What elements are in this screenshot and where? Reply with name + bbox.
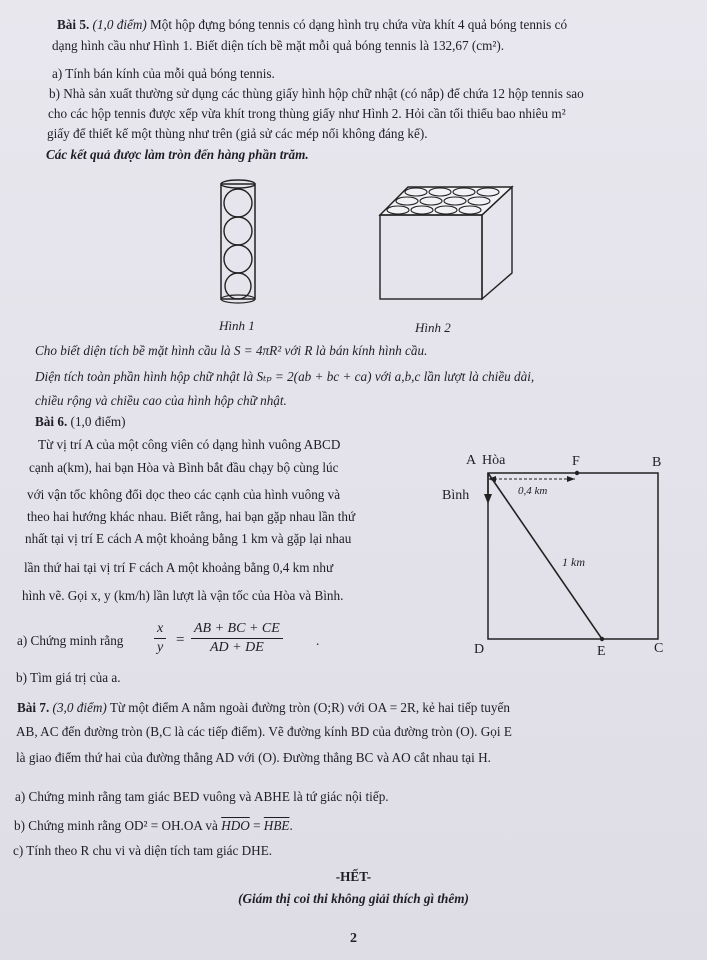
bai7-line2: AB, AC đến đường tròn (B,C là các tiếp điểm). Vẽ đường kính BD của đường tròn (O). Gọi E — [16, 724, 512, 739]
bai6-line5: nhất tại vị trí E cách A một khoảng bằng 1 km và gặp lại nhau — [25, 531, 352, 546]
page-number: 2 — [350, 931, 357, 946]
bai6-part-a-end: . — [316, 633, 320, 648]
proctor-note: (Giám thị coi thi không giải thích gì thêm) — [238, 891, 469, 906]
af-length-label: 0,4 km — [518, 485, 548, 497]
end-marker: -HẾT- — [335, 869, 372, 884]
bai7-part-b — [14, 817, 293, 835]
bai6-line7: hình vẽ. Gọi x, y (km/h) lần lượt là vận tốc của Hòa và Bình. — [22, 588, 344, 603]
bai6-heading — [35, 413, 125, 431]
figure-2-box — [378, 183, 518, 303]
binh-label: Bình — [442, 488, 470, 503]
bai7-part-a: a) Chứng minh rằng tam giác BED vuông và ABHE là tứ giác nội tiếp. — [15, 789, 389, 804]
bai6-title: Bài 6. — [35, 414, 68, 429]
bai7-part-b-text: b) Chứng minh rằng OD² = OH.OA và — [14, 818, 218, 833]
fraction-y: y — [157, 640, 164, 655]
ae-length-label: 1 km — [562, 555, 585, 569]
bai5-part-b2: cho các hộp tennis được xếp vừa khít trong thùng giấy như Hình 2. Hỏi cần tối thiểu bao nhiêu m² — [48, 106, 566, 121]
bai6-line2: cạnh a(km), hai bạn Hòa và Bình bắt đầu chạy bộ cùng lúc — [29, 460, 339, 475]
vertex-a-label: A — [466, 453, 477, 468]
vertex-c-label: C — [654, 641, 664, 656]
bai5-rounding-note: Các kết quả được làm tròn đến hàng phần trăm. — [46, 147, 309, 162]
bai5-line2: dạng hình cầu như Hình 1. Biết diện tích bề mặt mỗi quả bóng tennis là 132,67 (cm²). — [52, 38, 505, 53]
figure-1-caption: Hình 1 — [219, 318, 255, 333]
figure-square-abcd — [442, 446, 700, 661]
vertex-b-label: B — [652, 455, 662, 470]
bai6-line4: theo hai hướng khác nhau. Biết rằng, hai bạn gặp nhau lần thứ — [27, 509, 356, 524]
bai5-title: Bài 5. — [57, 17, 90, 32]
bai7-points: (3,0 điểm) — [52, 700, 107, 715]
bai6-line6: lần thứ hai tại vị trí F cách A một khoảng bằng 0,4 km như — [24, 560, 334, 575]
bai6-line3: với vận tốc không đổi dọc theo các cạnh của hình vuông và — [27, 487, 341, 502]
bai5-part-b3: giấy để thiết kế một thùng như trên (giả sử các mép nối không đáng kể). — [47, 126, 428, 141]
equals-sign: = — [176, 632, 185, 648]
angle-hdo: $\overline{HDO}$ — [221, 818, 250, 833]
bai5-given-3: chiều rộng và chiều cao của hình hộp chữ nhật. — [35, 393, 287, 408]
bai7-title: Bài 7. — [17, 700, 50, 715]
bai5-line1 — [57, 16, 567, 34]
bai5-line1-text: Một hộp đựng bóng tennis có dạng hình trụ chứa vừa khít 4 quả bóng tennis có — [150, 17, 568, 32]
angle-equals: = — [253, 818, 261, 833]
vertex-d-label: D — [474, 642, 485, 657]
fraction-numerator: AB + BC + CE — [191, 620, 283, 639]
fraction-ratio — [191, 620, 283, 657]
bai7-part-b-end: . — [289, 818, 293, 833]
bai6-points: (1,0 điểm) — [70, 414, 126, 429]
bai5-points: (1,0 điểm) — [92, 17, 147, 32]
fraction-denominator: AD + DE — [210, 640, 264, 655]
bai5-part-a: a) Tính bán kính của mỗi quả bóng tennis. — [52, 66, 275, 81]
bai7-line1-text: Từ một điểm A nằm ngoài đường tròn (O;R) với OA = 2R, kẻ hai tiếp tuyến — [109, 700, 510, 715]
bai5-given-1: Cho biết diện tích bề mặt hình cầu là S = 4πR² với R là bán kính hình cầu. — [35, 343, 428, 358]
bai5-part-b1: b) Nhà sản xuất thường sử dụng các thùng giấy hình hộp chữ nhật (có nắp) để chứa 12 hộp tennis sao — [49, 86, 584, 101]
bai6-line1: Từ vị trí A của một công viên có dạng hình vuông ABCD — [38, 437, 341, 452]
bai5-given-2: Diện tích toàn phần hình hộp chữ nhật là Sₜₚ = 2(ab + bc + ca) với a,b,c lần lượt là chiều dài, — [35, 369, 535, 384]
bai6-part-a-prefix: a) Chứng minh rằng — [17, 633, 124, 648]
point-f-label: F — [572, 454, 580, 469]
angle-hbe: $\overline{HBE}$ — [263, 818, 290, 833]
bai7-line1 — [17, 699, 510, 717]
bai7-part-c: c) Tính theo R chu vi và diện tích tam giác DHE. — [13, 843, 273, 858]
fraction-x-over-y — [154, 620, 166, 657]
figure-2-caption: Hình 2 — [415, 320, 451, 335]
bai7-line3: là giao điểm thứ hai của đường thẳng AD với (O). Đường thẳng BC và AO cắt nhau tại H. — [16, 750, 491, 765]
point-e-label: E — [597, 644, 606, 659]
fraction-x: x — [154, 620, 166, 639]
figure-1-cylinder — [216, 176, 262, 306]
hoa-label: Hòa — [482, 453, 506, 468]
bai6-part-b: b) Tìm giá trị của a. — [16, 670, 121, 685]
